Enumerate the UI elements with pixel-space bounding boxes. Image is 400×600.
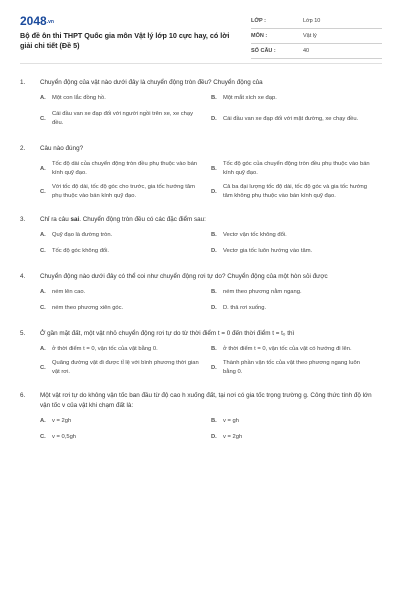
question-stem xyxy=(20,272,382,282)
option-grid xyxy=(20,345,382,382)
question-number: 1. xyxy=(20,79,26,86)
question-2 xyxy=(20,144,382,206)
option-c[interactable] xyxy=(40,359,211,377)
question-number: 6. xyxy=(20,392,26,399)
option-letter: B. xyxy=(211,289,217,295)
option-grid xyxy=(20,231,382,263)
option-grid xyxy=(20,160,382,206)
question-number: 3. xyxy=(20,216,26,223)
option-text: ném theo phương xiên góc. xyxy=(52,305,124,311)
option-text: Một con lắc đồng hồ. xyxy=(52,95,106,101)
option-text: v = gh xyxy=(223,418,239,424)
question-number: 5. xyxy=(20,330,26,337)
option-c[interactable] xyxy=(40,110,211,128)
option-a[interactable] xyxy=(40,231,211,240)
option-b[interactable] xyxy=(211,231,382,240)
meta-key: LỚP : xyxy=(251,18,266,24)
option-text: v = 0,5gh xyxy=(52,434,77,440)
option-c[interactable] xyxy=(40,247,211,256)
meta-row-count xyxy=(251,44,382,59)
question-text xyxy=(40,216,206,223)
logo-suffix: .vn xyxy=(46,18,54,25)
option-c[interactable] xyxy=(40,433,211,442)
option-text: D. thả rơi xuống. xyxy=(223,305,267,311)
option-d[interactable] xyxy=(211,247,382,256)
option-b[interactable] xyxy=(211,417,382,426)
option-text: Vectơ gia tốc luôn hướng vào tâm. xyxy=(223,248,313,254)
meta-panel xyxy=(251,14,382,59)
option-a[interactable] xyxy=(40,94,211,103)
option-b[interactable] xyxy=(211,94,382,103)
meta-row-subject xyxy=(251,29,382,44)
question-stem xyxy=(20,215,382,225)
option-text: Cái đầu van xe đạp đối với người ngồi trên xe, xe chạy đều. xyxy=(52,111,194,126)
option-b[interactable] xyxy=(211,288,382,297)
question-number: 4. xyxy=(20,273,26,280)
question-text: Câu nào đúng? xyxy=(40,145,84,152)
option-b[interactable] xyxy=(211,345,382,354)
option-letter: A. xyxy=(40,232,46,238)
logo-main: 2048 xyxy=(20,14,47,28)
option-d[interactable] xyxy=(211,433,382,442)
option-grid xyxy=(20,288,382,320)
meta-value: Lớp 10 xyxy=(303,18,321,24)
meta-value: Vật lý xyxy=(303,33,317,39)
option-letter: A. xyxy=(40,346,46,352)
question-6 xyxy=(20,391,382,449)
option-letter: B. xyxy=(211,346,217,352)
option-text: Cả ba đại lượng tốc độ dài, tốc độ góc và gia tốc hướng tâm không phụ thuộc vào bán kính quỹ đạo. xyxy=(223,184,367,199)
option-text: Cái đầu van xe đạp đối với mặt đường, xe chạy đều. xyxy=(223,115,359,122)
question-stem xyxy=(20,329,382,339)
site-logo[interactable] xyxy=(20,14,54,28)
option-text: Với tốc độ dài, tốc độ góc cho trước, gia tốc hướng tâm phụ thuộc vào bán kính quỹ đạo. xyxy=(52,184,195,199)
question-text: Chuyển động nào dưới đây có thể coi như chuyển động rơi tự do? Chuyển động của một hòn sỏi được xyxy=(40,273,328,280)
option-letter: C. xyxy=(40,188,46,195)
option-letter: D. xyxy=(211,364,217,371)
option-text: v = 2gh xyxy=(52,418,72,424)
question-text: Chuyển động của vật nào dưới đây là chuyển động tròn đều? Chuyển động của xyxy=(40,79,263,86)
option-letter: C. xyxy=(40,305,46,311)
option-b[interactable] xyxy=(211,160,382,178)
option-c[interactable] xyxy=(40,304,211,313)
option-text: ném lên cao. xyxy=(52,289,86,295)
option-a[interactable] xyxy=(40,160,211,178)
option-letter: A. xyxy=(40,95,46,101)
option-d[interactable] xyxy=(211,183,382,201)
option-letter: C. xyxy=(40,115,46,122)
meta-key: MÔN : xyxy=(251,33,268,39)
meta-row-class xyxy=(251,14,382,29)
meta-key: SỐ CÂU : xyxy=(251,48,276,54)
option-text: Quỹ đạo là đường tròn. xyxy=(52,232,113,238)
option-text: Tốc độ dài của chuyển động tròn đều phụ thuộc vào bán kính quỹ đạo. xyxy=(52,161,198,176)
option-text: v = 2gh xyxy=(223,434,243,440)
question-text: Một vật rơi tự do không vận tốc ban đầu từ độ cao h xuống đất, tại nơi có gia tốc trọng trường g. Công thức tính độ lớn vận tốc v của vật khi chạm đất là: xyxy=(40,392,372,409)
option-letter: B. xyxy=(211,95,217,101)
option-a[interactable] xyxy=(40,345,211,354)
option-letter: B. xyxy=(211,418,217,424)
meta-value: 40 xyxy=(303,48,310,54)
option-text: Tốc độ góc của chuyển động tròn đều phụ thuộc vào bán kính quỹ đạo. xyxy=(223,161,370,176)
question-1 xyxy=(20,78,382,135)
question-4 xyxy=(20,272,382,320)
question-stem xyxy=(20,78,382,88)
option-d[interactable] xyxy=(211,110,382,128)
option-letter: A. xyxy=(40,165,46,172)
option-grid xyxy=(20,94,382,135)
document-header xyxy=(20,14,382,60)
option-letter: B. xyxy=(211,165,217,172)
option-text: Thành phần vận tốc của vật theo phương ngang luôn bằng 0. xyxy=(223,360,360,375)
option-letter: D. xyxy=(211,434,217,440)
question-3 xyxy=(20,215,382,263)
question-number: 2. xyxy=(20,145,26,152)
option-text: ở thời điểm t = 0, vận tốc của vật có hướng đi lên. xyxy=(223,346,352,352)
question-list xyxy=(20,78,382,458)
option-letter: B. xyxy=(211,232,217,238)
option-letter: C. xyxy=(40,364,46,371)
option-text: Vectơ vận tốc không đổi. xyxy=(223,232,287,238)
option-letter: A. xyxy=(40,289,46,295)
option-text: ở thời điểm t = 0, vận tốc của vật bằng 0. xyxy=(52,346,158,352)
option-d[interactable] xyxy=(211,304,382,313)
option-text: Quãng đường vật đi được tỉ lệ với bình phương thời gian vật rơi. xyxy=(52,360,199,375)
option-c[interactable] xyxy=(40,183,211,201)
option-letter: D. xyxy=(211,115,217,122)
question-stem xyxy=(20,144,382,154)
question-text-before: Chỉ ra câu xyxy=(40,216,71,223)
option-a[interactable] xyxy=(40,417,211,426)
header-divider xyxy=(20,63,382,64)
option-letter: C. xyxy=(40,248,46,254)
question-stem xyxy=(20,391,382,411)
option-a[interactable] xyxy=(40,288,211,297)
option-letter: C. xyxy=(40,434,46,440)
question-text: Ở gần mặt đất, một vật nhỏ chuyển động rơi tự do từ thời điểm t = 0 đến thời điểm t = t₀ thì xyxy=(40,330,295,337)
option-text: Tốc độ góc không đổi. xyxy=(52,248,110,254)
question-5 xyxy=(20,329,382,382)
question-text-emphasis: sai xyxy=(70,216,80,223)
option-letter: D. xyxy=(211,305,217,311)
option-grid xyxy=(20,417,382,449)
option-text: ném theo phương nằm ngang. xyxy=(223,289,302,295)
option-letter: D. xyxy=(211,248,217,254)
option-text: Một mắt xích xe đạp. xyxy=(223,95,277,101)
option-letter: A. xyxy=(40,418,46,424)
document-title: Bộ đề ôn thi THPT Quốc gia môn Vật lý lớp 10 cực hay, có lời giải chi tiết (Đề 5) xyxy=(20,31,230,50)
option-letter: D. xyxy=(211,188,217,195)
option-d[interactable] xyxy=(211,359,382,377)
question-text-after: . Chuyển động tròn đều có các đặc điểm sau: xyxy=(79,216,206,223)
